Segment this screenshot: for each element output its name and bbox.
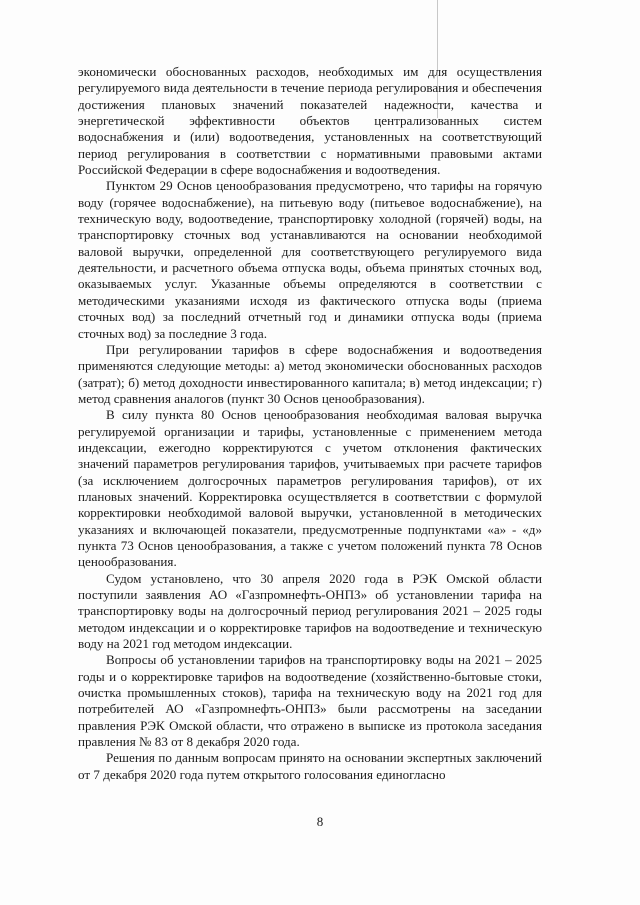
page-number: 8: [316, 814, 324, 829]
paragraph-regulation-methods: При регулировании тарифов в сфере водоснабжения и водоотведения применяются следующие методы: а) метод экономически обоснованных расходов (затрат); б) метод доходности инвестированного капитала; в) метод индексации; г) метод сравнения аналогов (пункт 30 Основ ценообразования).: [78, 341, 542, 406]
paragraph-decisions: Решения по данным вопросам принято на основании экспертных заключений от 7 декабря 2020 года путем открытого голосования единогласно: [78, 750, 542, 782]
body-text: [78, 64, 542, 783]
paragraph-board-meeting: Вопросы об установлении тарифов на транспортировку воды на 2021 – 2025 годы и о корректировке тарифов на водоотведение (хозяйственно-бытовые стоки, очистка промышленных стоков), тарифа на техническую воду на 2021 год для потребителей АО «Газпромнефть-ОНПЗ» были рассмотрены на заседании правления РЭК Омской области, что отражено в выписке из протокола заседания правления № 83 от 8 декабря 2020 года.: [78, 652, 542, 750]
paragraph-court-finding: Судом установлено, что 30 апреля 2020 года в РЭК Омской области поступили заявления АО «Газпромнефть-ОНПЗ» об установлении тарифа на транспортировку воды на долгосрочный период регулирования 2021 – 2025 годы методом индексации и о корректировке тарифов на водоотведение и техническую воду на 2021 год методом индексации.: [78, 570, 542, 652]
paragraph-tariffs-basis: Пунктом 29 Основ ценообразования предусмотрено, что тарифы на горячую воду (горячее водоснабжение), на питьевую воду (питьевое водоснабжение), на техническую воду, водоотведение, транспортировку холодной (горячей) воды, на транспортировку сточных вод устанавливаются на основании необходимой валовой выручки, определенной для соответствующего регулируемого вида деятельности, и расчетного объема отпуска воды, объема принятых сточных вод, оказываемых услуг. Указанные объемы определяются в соответствии с методическими указаниями исходя из фактического отпуска воды (приема сточных вод) за последний отчетный год и динамики отпуска воды (приема сточных вод) за последние 3 года.: [78, 178, 542, 341]
paragraph-indexation-correction: В силу пункта 80 Основ ценообразования необходимая валовая выручка регулируемой организации и тарифы, установленные с применением метода индексации, ежегодно корректируются с учетом отклонения фактических значений параметров регулирования тарифов, учитываемых при расчете тарифов (за исключением долгосрочных параметров регулирования тарифов), от их плановых значений. Корректировка осуществляется в соответствии с формулой корректировки необходимой валовой выручки, установленной в методических указаниях и включающей показатели, предусмотренные подпунктами «а» - «д» пункта 73 Основ ценообразования, а также с учетом положений пункта 78 Основ ценообразования.: [78, 407, 542, 570]
paragraph-continuation: экономически обоснованных расходов, необходимых им для осуществления регулируемого вида деятельности в течение периода регулирования и обеспечения достижения плановых значений показателей надежности, качества и энергетической эффективности объектов централизованных систем водоснабжения и (или) водоотведения, установленных на соответствующий период регулирования в соответствии с нормативными правовыми актами Российской Федерации в сфере водоснабжения и водоотведения.: [78, 64, 542, 178]
